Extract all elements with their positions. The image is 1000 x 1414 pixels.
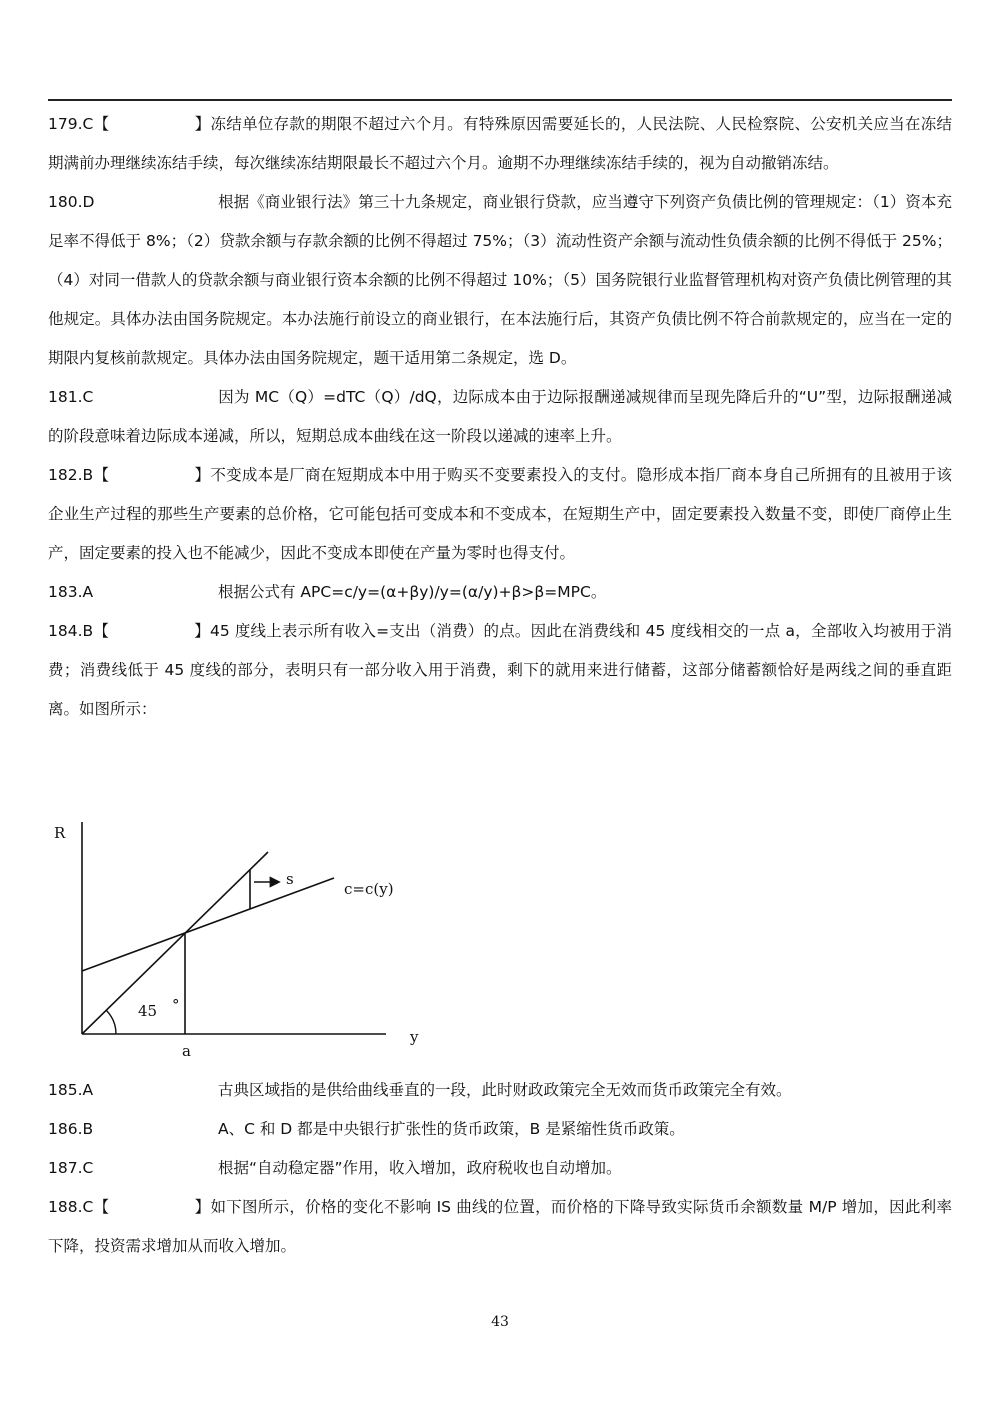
answer-187: [48, 1149, 952, 1188]
answer-180: [48, 183, 952, 378]
answer-number: 183.A: [48, 583, 94, 601]
answer-number: 185.A: [48, 1081, 94, 1099]
consumption-function-label: c=c(y): [344, 880, 394, 898]
answer-number: 186.B: [48, 1120, 94, 1138]
answer-183: [48, 573, 952, 612]
answer-181: [48, 378, 952, 456]
angle-label: 45: [138, 1002, 158, 1020]
header-rule: [48, 99, 952, 101]
diagram-svg: [48, 812, 448, 1072]
answer-185: [48, 1071, 952, 1110]
page-number: 43: [491, 1314, 509, 1330]
s-label: s: [286, 870, 294, 888]
answer-188: [48, 1188, 952, 1266]
y-axis-label: y: [410, 1028, 419, 1046]
angle-arc: [106, 1010, 116, 1034]
answers-bottom: [48, 1071, 952, 1266]
answer-text: 根据“自动稳定器”作用，收入增加，政府税收也自动增加。: [218, 1159, 622, 1177]
answer-text: 根据公式有 APC=c/y=(α+βy)/y=(α/y)+β>β=MPC。: [218, 583, 607, 601]
answer-text: 不变成本是厂商在短期成本中用于购买不变要素投入的支付。隐形成本指厂商本身自己所拥有的且被用于该企业生产过程的那些生产要素的总价格，它可能包括可变成本和不变成本，在短期生产中，固定要素投入数量不变，即使厂商停止生产，固定要素的投入也不能减少，因此不变成本即使在产量为零时也得支付。: [48, 466, 952, 562]
consumption-45-degree-diagram: [48, 812, 448, 1072]
answer-text: 根据《商业银行法》第三十九条规定，商业银行贷款，应当遵守下列资产负债比例的管理规定：（1）资本充足率不得低于 8%；（2）贷款余额与存款余额的比例不得超过 75%；（3）流动性资产余额与流动性负债余额的比例不得低于 25%；（4）对同一借款人的贷款余额与商业银行资本余额的比例不得超过 10%；（5）国务院银行业监督管理机构对资产负债比例管理的其他规定。具体办法由国务院规定。本办法施行前设立的商业银行，在本法施行后，其资产负债比例不符合前款规定的，应当在一定的期限内复核前款规定。具体办法由国务院规定，题干适用第二条规定，选 D。: [48, 193, 953, 367]
answer-text: 古典区域指的是供给曲线垂直的一段，此时财政政策完全无效而货币政策完全有效。: [218, 1081, 792, 1099]
a-label: a: [182, 1042, 191, 1060]
answer-text: 因为 MC（Q）=dTC（Q）/dQ，边际成本由于边际报酬递减规律而呈现先降后升的“U”型，边际报酬递减的阶段意味着边际成本递减，所以，短期总成本曲线在这一阶段以递减的速率上升。: [48, 388, 952, 445]
bracket-open: 【: [93, 466, 110, 484]
answer-number: 188.C: [48, 1198, 94, 1216]
answer-text: 如下图所示，价格的变化不影响 IS 曲线的位置，而价格的下降导致实际货币余额数量 M/P 增加，因此利率下降，投资需求增加从而收入增加。: [48, 1198, 952, 1255]
answer-182: [48, 456, 952, 573]
answer-number: 180.D: [48, 193, 95, 211]
bracket-open: 【: [93, 1198, 110, 1216]
answer-text: 45 度线上表示所有收入=支出（消费）的点。因此在消费线和 45 度线相交的一点 a，全部收入均被用于消费；消费线低于 45 度线的部分，表明只有一部分收入用于消费，剩下的就用来进行储蓄，这部分储蓄额恰好是两线之间的垂直距离。如图所示：: [48, 622, 952, 718]
answers-top: [48, 105, 952, 729]
bracket-close: 】: [194, 115, 211, 133]
bracket-close: 】: [194, 622, 210, 640]
degree-label: °: [172, 996, 180, 1014]
answer-text: 冻结单位存款的期限不超过六个月。有特殊原因需要延长的，人民法院、人民检察院、公安机关应当在冻结期满前办理继续冻结手续，每次继续冻结期限最长不超过六个月。逾期不办理继续冻结手续的，视为自动撤销冻结。: [48, 115, 952, 172]
answer-186: [48, 1110, 952, 1149]
bracket-open: 【: [93, 622, 110, 640]
answer-number: 179.C: [48, 115, 94, 133]
answer-number: 187.C: [48, 1159, 94, 1177]
bracket-close: 】: [194, 1198, 211, 1216]
answer-number: 181.C: [48, 388, 94, 406]
answer-179: [48, 105, 952, 183]
r-axis-label: R: [54, 824, 66, 842]
answer-number: 184.B: [48, 622, 94, 640]
answer-number: 182.B: [48, 466, 94, 484]
answer-text: A、C 和 D 都是中央银行扩张性的货币政策，B 是紧缩性货币政策。: [218, 1120, 685, 1138]
answer-184: [48, 612, 952, 729]
bracket-close: 】: [194, 466, 211, 484]
bracket-open: 【: [93, 115, 110, 133]
consumption-line: [82, 878, 334, 971]
